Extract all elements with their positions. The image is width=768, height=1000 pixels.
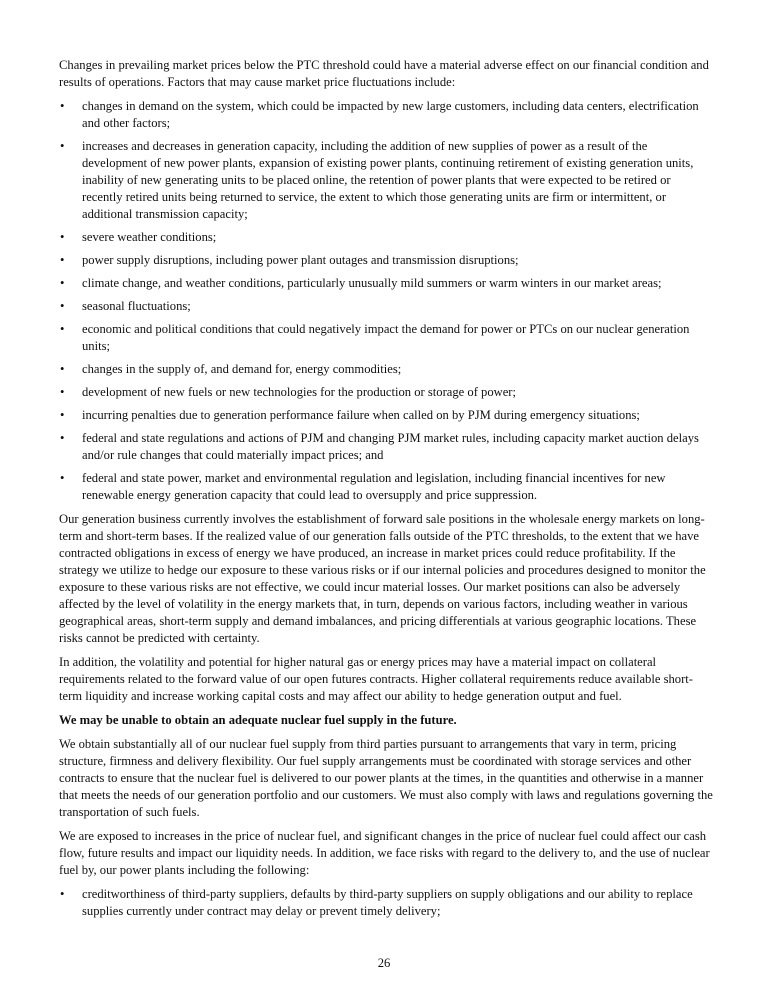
fuel-supply-paragraph: We obtain substantially all of our nuclear fuel supply from third parties pursuant to arrangements that vary in term, pricing structure, firmness and delivery flexibility. Our fuel supply arrangements must be coordinated with storage services and other contracts to ensure that the nuclear fuel is delivered to our power plants at the times, in the quantities and otherwise in a manner that meets the needs of our generation portfolio and our customers. We must also comply with laws and regulations governing the transportation of such fuels.: [59, 737, 713, 819]
list-item: • changes in demand on the system, which could be impacted by new large customers, including data centers, electrification and other factors;: [59, 98, 713, 132]
list-item: • federal and state regulations and actions of PJM and changing PJM market rules, including capacity market auction delays and/or rule changes that could materially impact prices; and: [59, 430, 713, 464]
list-item: • creditworthiness of third-party suppliers, defaults by third-party suppliers on supply obligations and our ability to replace supplies currently under contract may delay or prevent timely delivery;: [59, 886, 713, 920]
list-item: • power supply disruptions, including power plant outages and transmission disruptions;: [59, 252, 713, 269]
list-item: • federal and state power, market and environmental regulation and legislation, including financial incentives for new renewable energy generation capacity that could lead to oversupply and price suppression.: [59, 470, 713, 504]
list-item: • increases and decreases in generation capacity, including the addition of new supplies of power as a result of the development of new power plants, expansion of existing power plants, continuing retirement of existing generation units, inability of new generating units to be placed online, the retention of power plants that were expected to be retired or recently retired units being returned to service, the extent to which those generating units are firm or intermittent, or additional transmission capacity;: [59, 138, 713, 223]
list-item: • severe weather conditions;: [59, 229, 713, 246]
section-heading: We may be unable to obtain an adequate nuclear fuel supply in the future.: [59, 713, 457, 727]
list-item: • economic and political conditions that could negatively impact the demand for power or PTCs on our nuclear generation units;: [59, 321, 713, 355]
forward-sales-paragraph: Our generation business currently involves the establishment of forward sale positions in the wholesale energy markets on long-term and short-term bases. If the realized value of our generation falls outside of the PTC thresholds, to the extent that we have contracted obligations in excess of energy we have produced, an increase in market prices could reduce profitability. If the strategy we utilize to hedge our exposure to these various risks or if our internal policies and procedures designed to monitor the exposure to these various risks are not effective, we could incur material losses. Our market positions can also be adversely affected by the level of volatility in the energy markets that, in turn, depends on various factors, including weather in various geographical areas, short-term supply and demand imbalances, and pricing differentials at various geographic locations. These risks cannot be predicted with certainty.: [59, 512, 706, 645]
list-item: • seasonal fluctuations;: [59, 298, 713, 315]
fuel-price-paragraph: We are exposed to increases in the price of nuclear fuel, and significant changes in the price of nuclear fuel could affect our cash flow, future results and impact our liquidity needs. In addition, we face risks with regard to the delivery to, and the use of nuclear fuel by, our power plants including the following:: [59, 829, 710, 877]
list-item: • changes in the supply of, and demand for, energy commodities;: [59, 361, 713, 378]
intro-paragraph: Changes in prevailing market prices below the PTC threshold could have a material adverse effect on our financial condition and results of operations. Factors that may cause market price fluctuations include:: [59, 58, 709, 89]
document-page: [59, 57, 713, 927]
list-item: • development of new fuels or new technologies for the production or storage of power;: [59, 384, 713, 401]
page-number: 26: [377, 956, 391, 970]
price-factors-list: [59, 98, 713, 504]
collateral-paragraph: In addition, the volatility and potential for higher natural gas or energy prices may have a material impact on collateral requirements related to the forward value of our open futures contracts. Higher collateral requirements reduce available short-term liquidity and increase working capital costs and may affect our ability to hedge generation output and fuel.: [59, 655, 693, 703]
fuel-risks-list: [59, 886, 713, 920]
list-item: • incurring penalties due to generation performance failure when called on by PJM during emergency situations;: [59, 407, 713, 424]
list-item: • climate change, and weather conditions, particularly unusually mild summers or warm winters in our market areas;: [59, 275, 713, 292]
